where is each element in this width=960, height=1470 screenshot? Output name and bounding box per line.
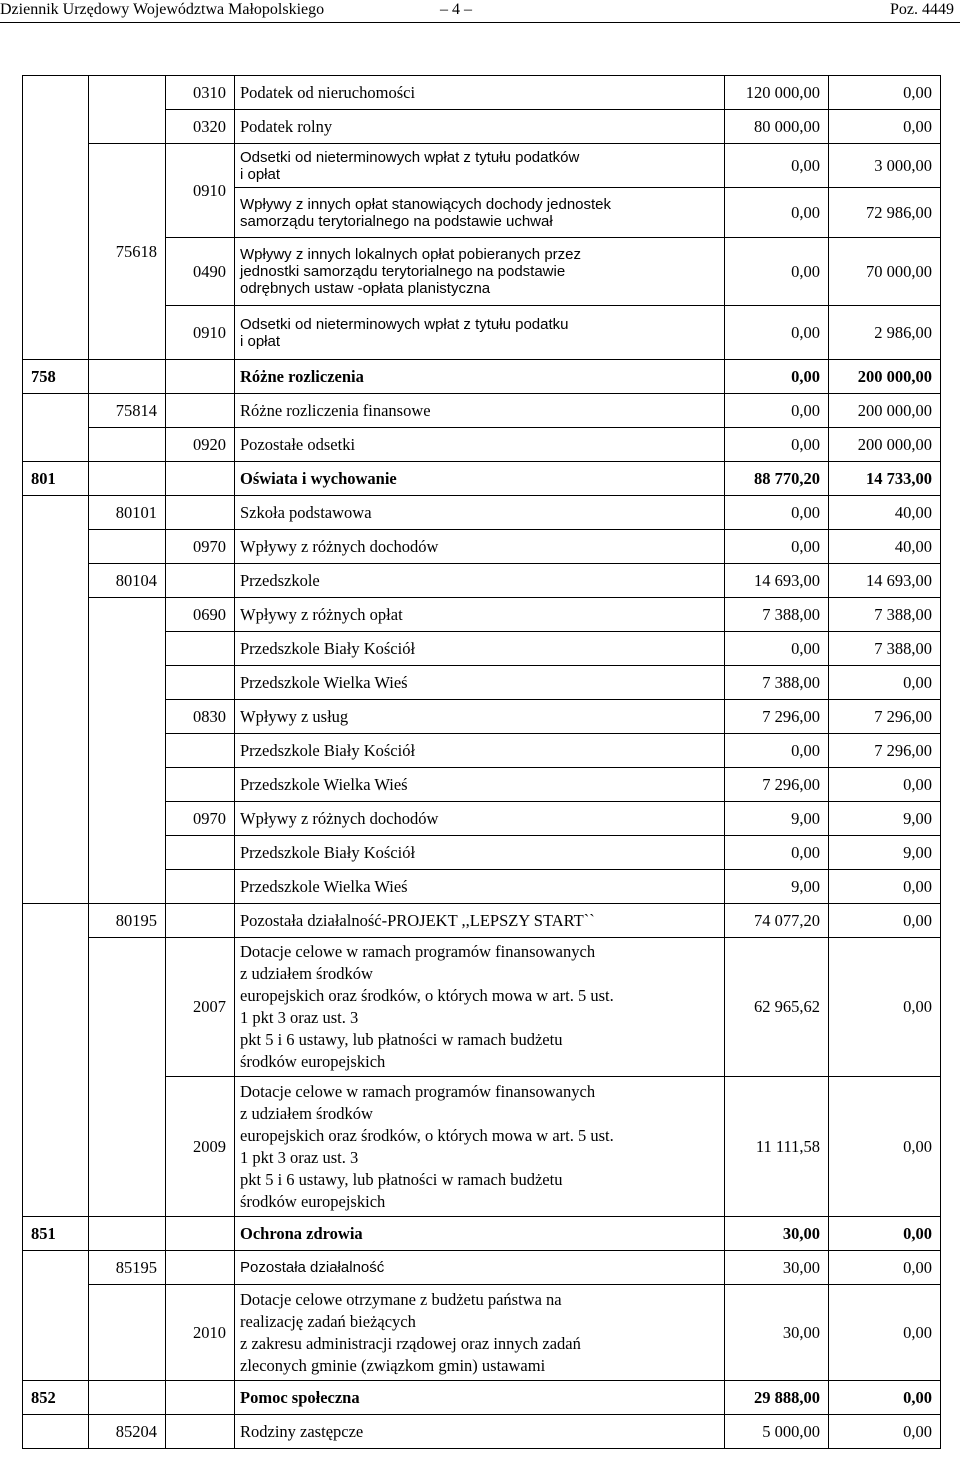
change-value-cell: 3 000,00 <box>829 144 941 188</box>
description-cell <box>235 188 725 238</box>
change-value-cell: 0,00 <box>829 1415 941 1449</box>
change-value-cell: 14 733,00 <box>829 462 941 496</box>
rozdzial-cell <box>89 76 166 144</box>
description-line: jednostki samorządu terytorialnego na podstawie <box>240 263 566 280</box>
description-line: Różne rozliczenia <box>240 366 364 386</box>
paragraf-cell: 2009 <box>166 1077 235 1217</box>
description-line: zleconych gminie (związkom gmin) ustawami <box>240 1355 546 1375</box>
table-row <box>23 938 941 1077</box>
paragraf-cell: 0970 <box>166 530 235 564</box>
dzial-cell <box>23 496 89 904</box>
change-value-cell: 72 986,00 <box>829 188 941 238</box>
change-value-cell: 0,00 <box>829 1381 941 1415</box>
table-row <box>23 144 941 188</box>
rozdzial-cell: 85195 <box>89 1251 166 1285</box>
paragraf-cell <box>166 360 235 394</box>
paragraf-cell <box>166 496 235 530</box>
position-number: Poz. 4449 <box>890 1 954 18</box>
description-cell <box>235 462 725 496</box>
description-cell <box>235 802 725 836</box>
description-line: Przedszkole <box>240 570 320 590</box>
paragraf-cell: 0690 <box>166 598 235 632</box>
plan-value-cell: 0,00 <box>725 144 829 188</box>
change-value-cell: 0,00 <box>829 870 941 904</box>
paragraf-cell <box>166 1251 235 1285</box>
description-line: Dotacje celowe w ramach programów finansowanych <box>240 942 596 961</box>
dzial-cell: 852 <box>23 1381 89 1415</box>
rozdzial-cell <box>89 428 166 462</box>
table-row <box>23 904 941 938</box>
description-line: Przedszkole Wielka Wieś <box>240 774 408 794</box>
budget-table-body <box>23 76 941 1449</box>
description-line: Dotacje celowe otrzymane z budżetu państwa na <box>240 1289 562 1309</box>
description-cell <box>235 496 725 530</box>
description-cell <box>235 238 725 306</box>
description-line: Różne rozliczenia finansowe <box>240 400 431 420</box>
dzial-cell <box>23 76 89 360</box>
description-cell <box>235 836 725 870</box>
plan-value-cell: 0,00 <box>725 496 829 530</box>
description-cell <box>235 530 725 564</box>
table-row <box>23 564 941 598</box>
description-line: 1 pkt 3 oraz ust. 3 <box>240 1147 359 1167</box>
description-line: Pozostałe odsetki <box>240 434 356 454</box>
table-row <box>23 1217 941 1251</box>
rozdzial-cell: 75618 <box>89 144 166 360</box>
description-line: Oświata i wychowanie <box>240 468 397 488</box>
plan-value-cell: 7 296,00 <box>725 700 829 734</box>
paragraf-cell <box>166 1381 235 1415</box>
description-line: z udziałem środków <box>240 964 373 983</box>
change-value-cell: 200 000,00 <box>829 360 941 394</box>
description-cell <box>235 700 725 734</box>
change-value-cell: 7 296,00 <box>829 700 941 734</box>
paragraf-cell <box>166 632 235 666</box>
change-value-cell: 40,00 <box>829 496 941 530</box>
description-cell <box>235 598 725 632</box>
description-line: pkt 5 i 6 ustawy, lub płatności w ramach budżetu <box>240 1030 563 1049</box>
table-row <box>23 360 941 394</box>
change-value-cell: 7 296,00 <box>829 734 941 768</box>
description-cell <box>235 1381 725 1415</box>
change-value-cell: 0,00 <box>829 768 941 802</box>
table-row <box>23 76 941 110</box>
plan-value-cell: 7 296,00 <box>725 768 829 802</box>
rozdzial-cell <box>89 530 166 564</box>
paragraf-cell: 0830 <box>166 700 235 734</box>
dzial-cell: 851 <box>23 1217 89 1251</box>
description-cell <box>235 1217 725 1251</box>
description-line: Wpływy z innych lokalnych opłat pobieranych przez <box>240 246 581 263</box>
paragraf-cell <box>166 666 235 700</box>
rozdzial-cell <box>89 598 166 904</box>
change-value-cell: 200 000,00 <box>829 394 941 428</box>
description-line: Wpływy z innych opłat stanowiących dochody jednostek <box>240 195 612 213</box>
description-line: Odsetki od nieterminowych wpłat z tytułu podatków <box>240 148 580 166</box>
description-cell <box>235 306 725 360</box>
plan-value-cell: 0,00 <box>725 530 829 564</box>
description-cell <box>235 938 725 1077</box>
rozdzial-cell <box>89 938 166 1217</box>
description-line: Przedszkole Biały Kościół <box>240 638 416 658</box>
journal-title: Dziennik Urzędowy Województwa Małopolskiego <box>0 1 325 18</box>
description-line: i opłat <box>240 165 281 183</box>
paragraf-cell: 0320 <box>166 110 235 144</box>
description-line: europejskich oraz środków, o których mowa w art. 5 ust. <box>240 1125 614 1145</box>
description-cell <box>235 768 725 802</box>
description-cell <box>235 144 725 188</box>
plan-value-cell: 29 888,00 <box>725 1381 829 1415</box>
description-line: Pomoc społeczna <box>240 1387 360 1407</box>
plan-value-cell: 9,00 <box>725 802 829 836</box>
paragraf-cell <box>166 768 235 802</box>
change-value-cell: 0,00 <box>829 1251 941 1285</box>
description-line: realizację zadań bieżących <box>240 1311 416 1331</box>
change-value-cell: 70 000,00 <box>829 238 941 306</box>
description-cell <box>235 666 725 700</box>
paragraf-cell <box>166 564 235 598</box>
description-line: z zakresu administracji rządowej oraz innych zadań <box>240 1333 581 1353</box>
plan-value-cell: 7 388,00 <box>725 598 829 632</box>
description-line: Podatek od nieruchomości <box>240 82 416 102</box>
rozdzial-cell <box>89 1381 166 1415</box>
dzial-cell <box>23 394 89 462</box>
budget-table <box>22 75 941 1449</box>
plan-value-cell: 80 000,00 <box>725 110 829 144</box>
change-value-cell: 0,00 <box>829 76 941 110</box>
plan-value-cell: 88 770,20 <box>725 462 829 496</box>
description-cell <box>235 428 725 462</box>
table-row <box>23 462 941 496</box>
rozdzial-cell: 80101 <box>89 496 166 530</box>
description-cell <box>235 76 725 110</box>
change-value-cell: 0,00 <box>829 938 941 1077</box>
paragraf-cell: 0920 <box>166 428 235 462</box>
rozdzial-cell: 80195 <box>89 904 166 938</box>
plan-value-cell: 0,00 <box>725 632 829 666</box>
page-header <box>0 0 960 23</box>
page-number: – 4 – <box>440 1 472 18</box>
table-row <box>23 394 941 428</box>
dzial-cell <box>23 1415 89 1449</box>
paragraf-cell <box>166 904 235 938</box>
table-row <box>23 1415 941 1449</box>
plan-value-cell: 5 000,00 <box>725 1415 829 1449</box>
change-value-cell: 7 388,00 <box>829 632 941 666</box>
rozdzial-cell: 85204 <box>89 1415 166 1449</box>
change-value-cell: 200 000,00 <box>829 428 941 462</box>
plan-value-cell: 30,00 <box>725 1251 829 1285</box>
description-line: odrębnych ustaw -opłata planistyczna <box>240 280 491 297</box>
change-value-cell: 14 693,00 <box>829 564 941 598</box>
paragraf-cell: 0490 <box>166 238 235 306</box>
plan-value-cell: 0,00 <box>725 734 829 768</box>
change-value-cell: 2 986,00 <box>829 306 941 360</box>
rozdzial-cell <box>89 462 166 496</box>
dzial-cell <box>23 904 89 1217</box>
table-row <box>23 1251 941 1285</box>
paragraf-cell: 2007 <box>166 938 235 1077</box>
description-line: Pozostała działalność <box>240 1259 385 1276</box>
paragraf-cell <box>166 836 235 870</box>
description-line: Przedszkole Wielka Wieś <box>240 672 408 692</box>
paragraf-cell <box>166 870 235 904</box>
rozdzial-cell: 75814 <box>89 394 166 428</box>
plan-value-cell: 0,00 <box>725 836 829 870</box>
change-value-cell: 0,00 <box>829 110 941 144</box>
table-row <box>23 496 941 530</box>
table-row <box>23 1285 941 1381</box>
description-cell <box>235 360 725 394</box>
plan-value-cell: 30,00 <box>725 1285 829 1381</box>
description-line: Ochrona zdrowia <box>240 1223 363 1243</box>
description-line: Szkoła podstawowa <box>240 502 372 522</box>
rozdzial-cell: 80104 <box>89 564 166 598</box>
description-line: i opłat <box>240 332 281 350</box>
description-cell <box>235 1285 725 1381</box>
change-value-cell: 9,00 <box>829 802 941 836</box>
plan-value-cell: 11 111,58 <box>725 1077 829 1217</box>
rozdzial-cell <box>89 1217 166 1251</box>
description-line: europejskich oraz środków, o których mowa w art. 5 ust. <box>240 986 614 1005</box>
paragraf-cell: 0910 <box>166 306 235 360</box>
table-row <box>23 1381 941 1415</box>
paragraf-cell <box>166 394 235 428</box>
paragraf-cell: 2010 <box>166 1285 235 1381</box>
paragraf-cell: 0310 <box>166 76 235 110</box>
description-line: Przedszkole Wielka Wieś <box>240 876 408 896</box>
description-line: Rodziny zastępcze <box>240 1421 364 1441</box>
plan-value-cell: 9,00 <box>725 870 829 904</box>
description-line: pkt 5 i 6 ustawy, lub płatności w ramach budżetu <box>240 1169 563 1189</box>
change-value-cell: 0,00 <box>829 666 941 700</box>
description-cell <box>235 734 725 768</box>
change-value-cell: 9,00 <box>829 836 941 870</box>
change-value-cell: 0,00 <box>829 904 941 938</box>
description-line: Przedszkole Biały Kościół <box>240 842 416 862</box>
change-value-cell: 0,00 <box>829 1285 941 1381</box>
plan-value-cell: 74 077,20 <box>725 904 829 938</box>
table-row <box>23 428 941 462</box>
plan-value-cell: 120 000,00 <box>725 76 829 110</box>
plan-value-cell: 7 388,00 <box>725 666 829 700</box>
plan-value-cell: 14 693,00 <box>725 564 829 598</box>
plan-value-cell: 0,00 <box>725 306 829 360</box>
description-cell <box>235 1077 725 1217</box>
description-line: Wpływy z różnych opłat <box>240 604 403 624</box>
description-line: Odsetki od nieterminowych wpłat z tytułu podatku <box>240 315 569 333</box>
paragraf-cell: 0970 <box>166 802 235 836</box>
description-cell <box>235 394 725 428</box>
plan-value-cell: 62 965,62 <box>725 938 829 1077</box>
dzial-cell <box>23 1251 89 1381</box>
rozdzial-cell <box>89 360 166 394</box>
dzial-cell: 758 <box>23 360 89 394</box>
paragraf-cell <box>166 1415 235 1449</box>
description-cell <box>235 870 725 904</box>
change-value-cell: 40,00 <box>829 530 941 564</box>
plan-value-cell: 0,00 <box>725 394 829 428</box>
description-line: Wpływy z usług <box>240 706 349 726</box>
plan-value-cell: 0,00 <box>725 238 829 306</box>
change-value-cell: 7 388,00 <box>829 598 941 632</box>
description-cell <box>235 110 725 144</box>
plan-value-cell: 0,00 <box>725 360 829 394</box>
paragraf-cell <box>166 462 235 496</box>
change-value-cell: 0,00 <box>829 1217 941 1251</box>
description-cell <box>235 564 725 598</box>
description-line: samorządu terytorialnego na podstawie uchwał <box>240 212 553 230</box>
description-cell <box>235 632 725 666</box>
description-cell <box>235 1415 725 1449</box>
paragraf-cell: 0910 <box>166 144 235 238</box>
dzial-cell: 801 <box>23 462 89 496</box>
description-line: Dotacje celowe w ramach programów finansowanych <box>240 1081 596 1101</box>
description-cell <box>235 1251 725 1285</box>
description-line: Wpływy z różnych dochodów <box>240 536 439 556</box>
description-line: Przedszkole Biały Kościół <box>240 740 416 760</box>
description-cell <box>235 904 725 938</box>
description-line: Pozostała działalność-PROJEKT ,,LEPSZY START`` <box>240 910 595 930</box>
description-line: środków europejskich <box>240 1052 386 1071</box>
paragraf-cell <box>166 734 235 768</box>
description-line: Podatek rolny <box>240 116 333 136</box>
table-row <box>23 530 941 564</box>
plan-value-cell: 0,00 <box>725 188 829 238</box>
paragraf-cell <box>166 1217 235 1251</box>
plan-value-cell: 0,00 <box>725 428 829 462</box>
plan-value-cell: 30,00 <box>725 1217 829 1251</box>
rozdzial-cell <box>89 1285 166 1381</box>
description-line: 1 pkt 3 oraz ust. 3 <box>240 1008 359 1027</box>
description-line: z udziałem środków <box>240 1103 373 1123</box>
change-value-cell: 0,00 <box>829 1077 941 1217</box>
description-line: Wpływy z różnych dochodów <box>240 808 439 828</box>
description-line: środków europejskich <box>240 1191 386 1211</box>
table-row <box>23 598 941 632</box>
